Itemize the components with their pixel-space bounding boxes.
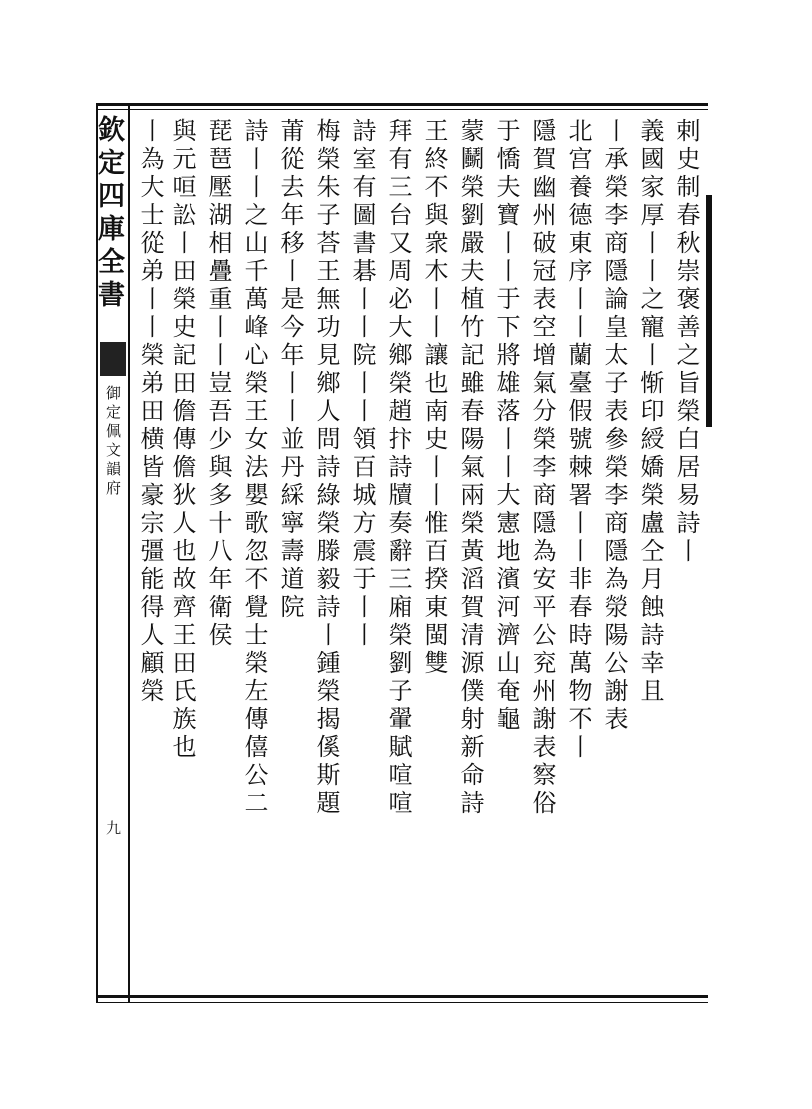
text-column-13: 詩丨丨之山千萬峰心榮王女法嬰歌忽不覺士榮左傳僖公二 <box>240 118 268 818</box>
bottom-border-rule <box>98 995 708 998</box>
text-column-4: 北宫養德東序丨丨蘭臺假號棘署丨丨非春時萬物不丨 <box>564 118 592 762</box>
text-column-5: 隱賀幽州破冠表空增氣分榮李商隱為安平公兖州謝表察俗 <box>528 118 556 818</box>
gutter-rule <box>128 103 130 1003</box>
text-column-2: 義國家厚丨丨之寵丨惭印綬嬌榮盧仝月蝕詩幸且 <box>636 118 664 706</box>
top-border-rule <box>98 103 708 106</box>
text-column-14: 琵琶壓湖相疊重丨丨豈吾少與多十八年衛侯 <box>204 118 232 650</box>
text-column-1: 剌史制春秋崇褒善之旨榮白居易詩丨 <box>672 118 700 566</box>
book-title: 欽定四庫全書 <box>93 115 124 313</box>
bottom-border-rule-inner <box>98 1002 708 1003</box>
right-margin-bar <box>706 195 712 427</box>
text-column-8: 王終不與衆木丨丨讓也南史丨丨惟百揆東閩雙 <box>420 118 448 678</box>
text-column-12: 莆從去年移丨是今年丨丨並丹綵寧壽道院 <box>276 118 304 622</box>
page-number: 九 <box>104 820 122 835</box>
text-column-16: 丨為大士從弟丨丨榮弟田横皆豪宗彊能得人顧榮 <box>136 118 164 706</box>
text-column-3: 丨承榮李商隱論皇太子表參榮李商隱為滎陽公謝表 <box>600 118 628 734</box>
text-column-11: 梅榮朱子荅王無功見鄉人問詩綠榮滕毅詩丨鍾榮揭傒斯題 <box>312 118 340 818</box>
book-subtitle: 御定佩文韻府 <box>104 385 122 499</box>
text-column-9: 拜有三台又周必大鄉榮趙抃詩牘奏辭三廂榮劉子翬賦喧喧 <box>384 118 412 818</box>
text-column-15: 與元咺訟丨田榮史記田儋傳儋狄人也故齊王田氏族也 <box>168 118 196 762</box>
text-column-6: 于憍夫寶丨丨于下將雄落丨丨大憲地濱河濟山奄龜 <box>492 118 520 734</box>
text-column-7: 蒙鬭榮劉嚴夫植竹記雖春陽氣兩榮黃滔賀清源僕射新命詩 <box>456 118 484 818</box>
fishtail-marker <box>100 342 126 376</box>
text-column-10: 詩室有圖書碁丨丨院丨丨領百城方震于丨丨 <box>348 118 376 650</box>
top-border-rule-inner <box>98 109 708 110</box>
